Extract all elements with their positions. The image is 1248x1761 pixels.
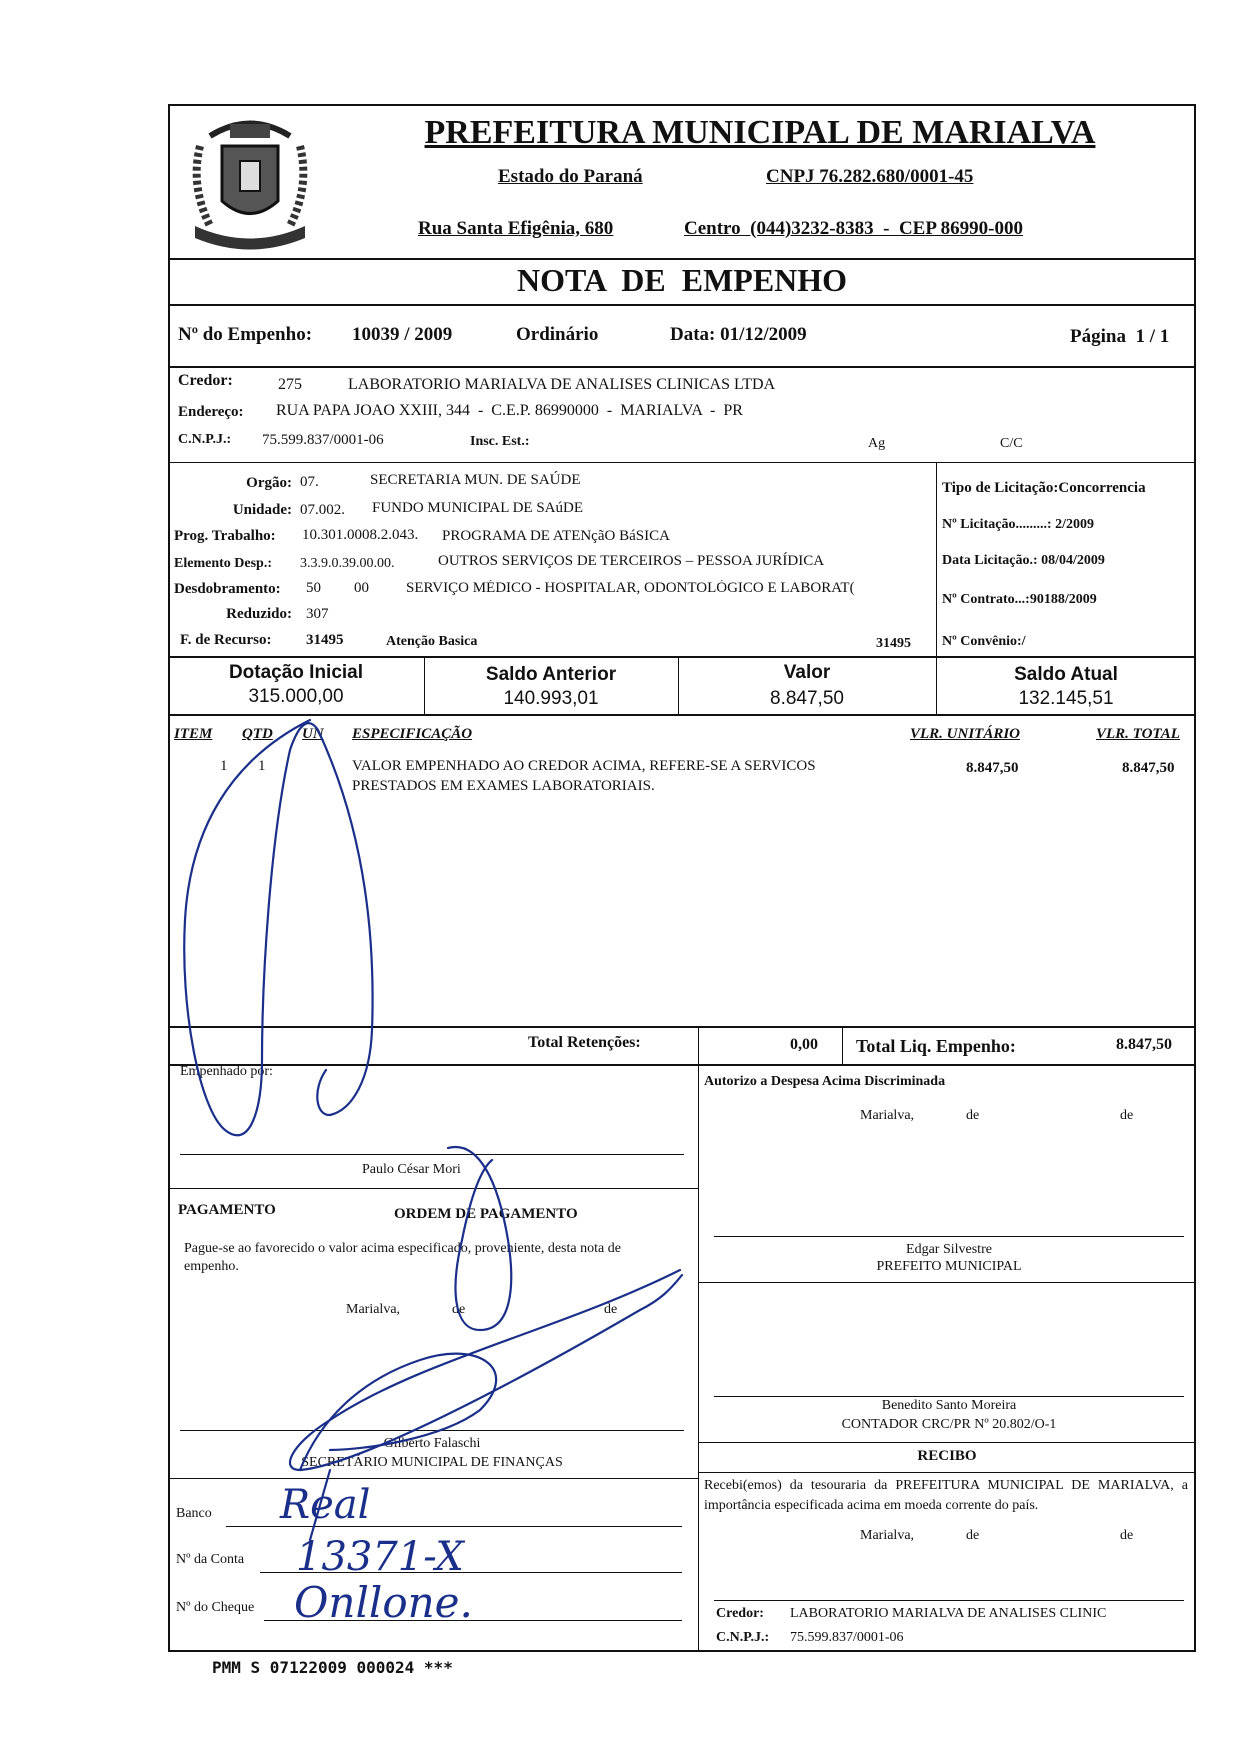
unidade-code: 07.002. xyxy=(300,502,345,518)
recurso-value: 31495 xyxy=(306,632,344,648)
row-espec-2: PRESTADOS EM EXAMES LABORATORIAIS. xyxy=(352,778,655,794)
pagamento-label: PAGAMENTO xyxy=(178,1202,276,1218)
saldo-atual-value: 132.145,51 xyxy=(1018,688,1114,709)
contrato-numero: Nº Contrato...:90188/2009 xyxy=(942,592,1097,607)
saldo-anterior-value: 140.993,01 xyxy=(503,688,599,709)
valor-label: Valor xyxy=(783,662,831,683)
saldo-anterior-label: Saldo Anterior xyxy=(485,664,617,685)
row-vlr-unitario: 8.847,50 xyxy=(966,760,1019,776)
recibo-credor-name: LABORATORIO MARIALVA DE ANALISES CLINIC xyxy=(790,1606,1107,1621)
licitacao-data: Data Licitação.: 08/04/2009 xyxy=(942,553,1105,568)
insc-est-label: Insc. Est.: xyxy=(470,434,530,449)
dotacao-label: Dotação Inicial xyxy=(228,662,364,683)
credor-address: RUA PAPA JOAO XXIII, 344 - C.E.P. 86990000 - MARIALVA - PR xyxy=(276,402,743,419)
elemento-code: 3.3.9.0.39.00.00. xyxy=(300,556,395,571)
credor-label: Credor: xyxy=(178,372,233,389)
desdob-a: 50 xyxy=(306,580,321,596)
recibo-cnpj: 75.599.837/0001-06 xyxy=(790,1630,904,1645)
autorizo-text: Autorizo a Despesa Acima Discriminada xyxy=(704,1074,946,1089)
address-label: Endereço: xyxy=(178,404,244,420)
page-number: Página 1 / 1 xyxy=(1070,326,1170,347)
header-address: Centro (044)3232-8383 - CEP 86990-000 xyxy=(684,218,1023,239)
recibo-label: RECIBO xyxy=(917,1448,977,1464)
handwritten-conta: 13371-X xyxy=(296,1534,464,1580)
doc-title: NOTA DE EMPENHO xyxy=(516,262,848,298)
pag-de1: de xyxy=(452,1302,466,1317)
recurso-name: Atenção Basica xyxy=(386,634,478,649)
header-street: Rua Santa Efigênia, 680 xyxy=(418,218,614,239)
recibo-de2: de xyxy=(1120,1528,1134,1543)
empenhado-name: Paulo César Mori xyxy=(362,1162,461,1177)
recurso-right: 31495 xyxy=(876,636,911,651)
pag-de2: de xyxy=(604,1302,618,1317)
credor-name: LABORATORIO MARIALVA DE ANALISES CLINICAS LTDA xyxy=(348,376,776,393)
row-qtd: 1 xyxy=(258,758,266,774)
recibo-text: Recebi(emos) da tesouraria da PREFEITURA MUNICIPAL DE MARIALVA, a importância especificada acima em moeda corrente do país. xyxy=(704,1478,1188,1513)
retencoes-value: 0,00 xyxy=(790,1036,818,1053)
seal-ribbon-text: MARIALVA xyxy=(226,227,274,237)
recibo-marialva: Marialva, xyxy=(860,1528,915,1543)
col-especificacao: ESPECIFICAÇÃO xyxy=(352,726,473,742)
unidade-label: Unidade: xyxy=(232,502,292,518)
header-cnpj: CNPJ 76.282.680/0001-45 xyxy=(766,166,974,187)
desdob-name: SERVIÇO MÉDICO - HOSPITALAR, ODONTOLÓGICO E LABORAT( xyxy=(406,580,855,596)
prog-label: Prog. Trabalho: xyxy=(174,528,276,544)
footer-stamp: PMM S 07122009 000024 *** xyxy=(212,1658,453,1677)
col-vlr-total: VLR. TOTAL xyxy=(1096,726,1180,742)
valor-value: 8.847,50 xyxy=(770,688,844,709)
aut-de2: de xyxy=(1120,1108,1134,1123)
row-item: 1 xyxy=(220,758,228,774)
row-vlr-total: 8.847,50 xyxy=(1122,760,1175,776)
col-un: UN xyxy=(302,726,324,742)
contador-title: CONTADOR CRC/PR Nº 20.802/O-1 xyxy=(841,1417,1057,1432)
empenho-type: Ordinário xyxy=(516,324,599,345)
pague-text: Pague-se ao favorecido o valor acima especificado, proveniente, desta nota de empenho. xyxy=(184,1241,621,1274)
reduzido-label: Reduzido: xyxy=(226,606,292,622)
convenio-numero: Nº Convênio:/ xyxy=(942,634,1026,649)
prefeito-title: PREFEITO MUNICIPAL xyxy=(876,1259,1022,1274)
desdob-label: Desdobramento: xyxy=(174,581,281,597)
aut-de1: de xyxy=(966,1108,980,1123)
recibo-cnpj-label: C.N.P.J.: xyxy=(716,1630,770,1645)
col-qtd: QTD xyxy=(242,726,273,742)
liq-value: 8.847,50 xyxy=(1116,1036,1172,1053)
prog-name: PROGRAMA DE ATENçãO BáSICA xyxy=(442,528,670,544)
recurso-label: F. de Recurso: xyxy=(180,632,272,648)
col-item: ITEM xyxy=(174,726,213,742)
cheque-label: Nº do Cheque xyxy=(176,1600,255,1615)
header-title: PREFEITURA MUNICIPAL DE MARIALVA xyxy=(424,114,1096,151)
aut-marialva: Marialva, xyxy=(860,1108,915,1123)
elemento-label: Elemento Desp.: xyxy=(174,556,272,571)
credor-cnpj-label: C.N.P.J.: xyxy=(178,432,232,447)
saldo-atual-label: Saldo Atual xyxy=(1014,664,1118,685)
orgao-name: SECRETARIA MUN. DE SAÚDE xyxy=(370,472,581,488)
banco-label: Banco xyxy=(176,1506,212,1521)
credor-cnpj: 75.599.837/0001-06 xyxy=(262,432,384,448)
orgao-code: 07. xyxy=(300,474,319,490)
ordem-pagamento-label: ORDEM DE PAGAMENTO xyxy=(394,1206,578,1222)
recibo-de1: de xyxy=(966,1528,980,1543)
reduzido-value: 307 xyxy=(306,606,329,622)
empenho-number: 10039 / 2009 xyxy=(352,324,453,345)
credor-code: 275 xyxy=(278,376,302,393)
contador-name: Benedito Santo Moreira xyxy=(881,1398,1017,1413)
elemento-name: OUTROS SERVIÇOS DE TERCEIROS – PESSOA JURÍDICA xyxy=(438,553,825,569)
row-espec-1: VALOR EMPENHADO AO CREDOR ACIMA, REFERE-SE A SERVICOS xyxy=(352,758,816,774)
secretario-title: SECRETÁRIO MUNICIPAL DE FINANÇAS xyxy=(301,1455,563,1470)
retencoes-label: Total Retenções: xyxy=(528,1034,641,1051)
municipal-seal xyxy=(180,106,320,256)
conta-label: Nº da Conta xyxy=(176,1552,245,1567)
prefeito-name: Edgar Silvestre xyxy=(906,1242,992,1257)
desdob-b: 00 xyxy=(354,580,369,596)
empenho-date: Data: 01/12/2009 xyxy=(670,324,807,345)
licitacao-tipo: Tipo de Licitação:Concorrencia xyxy=(942,480,1146,496)
recibo-credor-label: Credor: xyxy=(716,1606,764,1621)
orgao-label: Orgão: xyxy=(246,475,292,491)
liq-label: Total Liq. Empenho: xyxy=(856,1036,1016,1056)
empenho-number-label: Nº do Empenho: xyxy=(178,324,313,345)
secretario-name: Gilberto Falaschi xyxy=(383,1436,481,1451)
header-state: Estado do Paraná xyxy=(498,166,643,187)
empenhado-label: Empenhado por: xyxy=(180,1064,273,1079)
ag-label: Ag xyxy=(868,436,886,451)
licitacao-numero: Nº Licitação.........: 2/2009 xyxy=(942,517,1094,532)
handwritten-cheque: Onllone. xyxy=(294,1578,473,1627)
dotacao-value: 315.000,00 xyxy=(248,686,344,707)
unidade-name: FUNDO MUNICIPAL DE SAúDE xyxy=(372,500,583,516)
pag-marialva: Marialva, xyxy=(346,1302,401,1317)
handwritten-banco: Real xyxy=(280,1482,371,1528)
col-vlr-unitario: VLR. UNITÁRIO xyxy=(910,726,1021,742)
prog-code: 10.301.0008.2.043. xyxy=(302,527,419,543)
cc-label: C/C xyxy=(1000,436,1023,451)
